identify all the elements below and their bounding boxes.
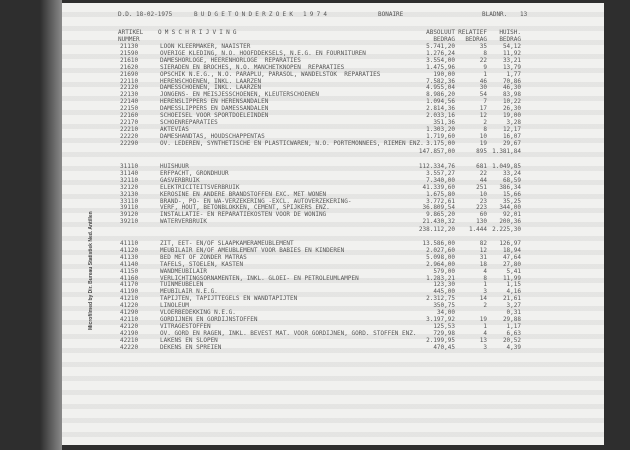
article-number: 22170 <box>120 118 139 126</box>
scan-edge <box>40 0 62 450</box>
household-amount: 33,21 <box>502 56 521 64</box>
col-absolute-header-2: BEDRAG <box>433 36 455 43</box>
relative-amount: 10 <box>479 132 487 140</box>
household-amount: 13,79 <box>502 63 521 71</box>
relative-amount: 251 <box>476 183 487 191</box>
article-number: 22130 <box>120 91 139 99</box>
island-name: BONAIRE <box>378 11 404 18</box>
household-amount: 0,31 <box>506 309 521 316</box>
total-relative: 895 <box>476 148 487 155</box>
article-description: DAMESSLIPPERS EN DAMESSANDALEN <box>160 105 269 113</box>
relative-amount: 44 <box>479 176 487 184</box>
article-description: MEUBILAIR EN/OF AMEUBLEMENT VOOR BABIES EN KINDEREN <box>160 246 345 254</box>
article-number: 41150 <box>120 267 139 275</box>
print-date: D.D. 18-02-1975 <box>118 11 173 18</box>
article-description: DEKENS EN SPREIEN <box>160 343 222 351</box>
article-description: LOON KLEERMAKER, NAAISTER <box>160 43 251 50</box>
relative-amount: 2 <box>483 302 487 310</box>
household-amount: 4,39 <box>506 343 521 351</box>
relative-amount: 14 <box>479 295 487 303</box>
absolute-amount: 3.772,61 <box>426 197 455 205</box>
absolute-amount: 2.312,75 <box>426 295 455 303</box>
article-number: 41220 <box>120 302 139 310</box>
relative-amount: 8 <box>483 274 487 282</box>
household-amount: 1,17 <box>506 322 521 330</box>
absolute-amount: 112.334,76 <box>418 163 455 170</box>
article-number: 39110 <box>120 204 139 212</box>
absolute-amount: 1.303,20 <box>426 125 455 133</box>
absolute-amount: 123,30 <box>433 281 455 289</box>
article-description: TAFELS, STOELEN, KASTEN <box>160 260 244 268</box>
article-number: 22220 <box>120 132 139 140</box>
relative-amount: 130 <box>476 218 487 226</box>
article-number: 41130 <box>120 253 139 261</box>
absolute-amount: 3.557,27 <box>426 169 455 177</box>
relative-amount: 8 <box>483 125 487 133</box>
article-number: 42210 <box>120 336 139 344</box>
relative-amount: 30 <box>479 84 487 92</box>
relative-amount: 223 <box>476 204 487 212</box>
relative-amount: 7 <box>483 98 487 106</box>
article-description: HERENSLIPPERS EN HERENSANDALEN <box>160 98 269 106</box>
article-number: 41290 <box>120 309 139 316</box>
relative-amount: 2 <box>483 118 487 126</box>
article-number: 33110 <box>120 197 139 205</box>
article-description: VITRAGESTOFFEN <box>160 322 211 330</box>
article-description: LAKENS EN SLOPEN <box>160 336 218 344</box>
article-description: ZIT, EET- EN/OF SLAAPKAMERAMEUBLEMENT <box>160 240 294 247</box>
article-number: 22160 <box>120 112 139 119</box>
absolute-amount: 4.955,04 <box>426 84 455 92</box>
household-amount: 47,64 <box>502 253 521 261</box>
article-description: OVERIGE KLEDING, N.O. HOOFDDEKSELS, N.E.G. EN FOURNITUREN <box>160 49 366 57</box>
household-amount: 11,99 <box>502 274 521 282</box>
household-amount: 92,01 <box>502 211 521 219</box>
article-description: HERENSCHOENEN, INKL. LAARZEN <box>160 77 262 85</box>
household-amount: 126,97 <box>499 240 521 247</box>
absolute-amount: 34,00 <box>436 309 455 316</box>
relative-amount: 13 <box>479 336 487 344</box>
absolute-amount: 1.276,24 <box>426 49 455 57</box>
absolute-amount: 1.283,21 <box>426 274 455 282</box>
household-amount: 12,17 <box>502 125 521 133</box>
article-number: 21620 <box>120 63 139 71</box>
article-number: 41110 <box>120 240 139 247</box>
table-row <box>62 218 604 225</box>
printout-page <box>62 3 604 445</box>
page-number: 13 <box>520 11 528 18</box>
article-description: MEUBILAIR N.E.G. <box>160 288 218 296</box>
relative-amount: 60 <box>479 211 487 219</box>
article-number: 31140 <box>120 169 139 177</box>
article-number: 21610 <box>120 56 139 64</box>
col-household-header-2: BEDRAG <box>499 36 521 43</box>
article-description: TAPIJTEN, TAPIJTTEGELS EN WANDTAPIJTEN <box>160 295 298 303</box>
total-household: 1.381,84 <box>492 148 521 155</box>
group-total-row <box>62 226 604 233</box>
total-relative: 1.444 <box>468 226 487 233</box>
absolute-amount: 3.197,92 <box>426 315 455 323</box>
report-title: BUDGETONDERZOEK 1974 <box>194 11 331 18</box>
household-amount: 21,61 <box>502 295 521 303</box>
table-row <box>62 344 604 351</box>
household-amount: 29,88 <box>502 315 521 323</box>
article-description: GASVERBRUIK <box>160 176 200 184</box>
absolute-amount: 729,98 <box>433 329 455 337</box>
article-number: 41140 <box>120 260 139 268</box>
microfilm-stamp: Microfilmed by Dir. Bureau Statistiek Ned. Antillen <box>88 211 94 330</box>
household-amount: 33,24 <box>502 169 521 177</box>
article-number: 39210 <box>120 218 139 226</box>
household-amount: 386,34 <box>499 183 521 191</box>
article-number: 41190 <box>120 288 139 296</box>
relative-amount: 4 <box>483 329 487 337</box>
article-description: ERFPACHT, GRONDHUUR <box>160 169 229 177</box>
article-description: VERF, HOUT, BETONBLOKKEN, CEMENT, SPIJKERS ENZ. <box>160 204 330 212</box>
household-amount: 5,41 <box>506 267 521 275</box>
household-amount: 19,00 <box>502 112 521 119</box>
relative-amount: 3 <box>483 288 487 296</box>
relative-amount: 18 <box>479 260 487 268</box>
household-amount: 83,98 <box>502 91 521 99</box>
absolute-amount: 41.339,60 <box>422 183 455 191</box>
household-amount: 1.049,85 <box>492 163 521 170</box>
col-article-header: ARTIKEL <box>118 29 144 36</box>
article-description: BED MET OF ZONDER MATRAS <box>160 253 247 261</box>
household-amount: 18,94 <box>502 246 521 254</box>
article-description: ELEKTRICITEITSVERBRUIK <box>160 183 240 191</box>
article-number: 22290 <box>120 139 139 147</box>
article-description: BRAND-, PO- EN WA-VERZEKERING -EXCL. AUTOVERZEKERING- <box>160 197 352 205</box>
article-description: VERLICHTINGSORNAMENTEN, INKL. GLOEI- EN PETROLEUMLAMPEN <box>160 274 359 282</box>
col-absolute-header: ABSOLUUT <box>426 29 455 36</box>
relative-amount: 22 <box>479 169 487 177</box>
absolute-amount: 13.586,00 <box>422 240 455 247</box>
absolute-amount: 3.175,00 <box>426 139 455 147</box>
article-number: 22140 <box>120 98 139 106</box>
relative-amount: 1 <box>483 281 487 289</box>
absolute-amount: 579,00 <box>433 267 455 275</box>
relative-amount: 22 <box>479 56 487 64</box>
relative-amount: 23 <box>479 197 487 205</box>
article-number: 31110 <box>120 163 139 170</box>
group-total-row <box>62 148 604 155</box>
household-amount: 11,92 <box>502 49 521 57</box>
relative-amount: 1 <box>483 322 487 330</box>
article-description: AKTEVIAS <box>160 125 189 133</box>
household-amount: 26,30 <box>502 105 521 113</box>
col-relative-header: RELATIEF <box>458 29 487 36</box>
household-amount: 1,77 <box>506 70 521 78</box>
absolute-amount: 2.814,36 <box>426 105 455 113</box>
absolute-amount: 5.741,20 <box>426 43 455 50</box>
absolute-amount: 2.027,60 <box>426 246 455 254</box>
absolute-amount: 7.582,36 <box>426 77 455 85</box>
relative-amount: 8 <box>483 49 487 57</box>
article-description: VLOERBEDEKKING N.E.G. <box>160 309 236 316</box>
article-number: 41170 <box>120 281 139 289</box>
article-description: KEROSINE EN ANDERE BRANDSTOFFEN EXC. MET WONEN <box>160 190 327 198</box>
absolute-amount: 1.719,60 <box>426 132 455 140</box>
absolute-amount: 1.675,80 <box>426 190 455 198</box>
article-description: SIERADEN EN BROCHES, N.O. MANCHETKNOPEN REPARATIES <box>160 63 345 71</box>
article-number: 22210 <box>120 125 139 133</box>
absolute-amount: 190,00 <box>433 70 455 78</box>
absolute-amount: 8.986,20 <box>426 91 455 99</box>
article-description: DAMESHANDTAS, HOUDSCHAPPENTAS <box>160 132 265 140</box>
table-row <box>62 140 604 147</box>
article-description: HUISHUUR <box>160 163 189 170</box>
household-amount: 3,27 <box>506 302 521 310</box>
absolute-amount: 9.865,20 <box>426 211 455 219</box>
article-description: WATERVERBRUIK <box>160 218 207 226</box>
relative-amount: 82 <box>479 240 487 247</box>
col-description-header: OMSCHRIJVING <box>158 29 240 36</box>
total-household: 2.225,30 <box>492 226 521 233</box>
absolute-amount: 2.964,00 <box>426 260 455 268</box>
household-amount: 344,00 <box>499 204 521 212</box>
relative-amount: 10 <box>479 190 487 198</box>
absolute-amount: 2.033,16 <box>426 112 455 119</box>
article-number: 21130 <box>120 43 139 50</box>
article-number: 32130 <box>120 190 139 198</box>
household-amount: 16,07 <box>502 132 521 140</box>
household-amount: 15,66 <box>502 190 521 198</box>
relative-amount: 3 <box>483 343 487 351</box>
household-amount: 1,15 <box>506 281 521 289</box>
absolute-amount: 7.340,00 <box>426 176 455 184</box>
relative-amount: 19 <box>479 315 487 323</box>
absolute-amount: 470,45 <box>433 343 455 351</box>
article-number: 42190 <box>120 329 139 337</box>
relative-amount: 4 <box>483 267 487 275</box>
household-amount: 68,59 <box>502 176 521 184</box>
absolute-amount: 21.430,32 <box>422 218 455 226</box>
relative-amount: 46 <box>479 77 487 85</box>
relative-amount: 17 <box>479 105 487 113</box>
household-amount: 20,52 <box>502 336 521 344</box>
col-household-header: HUISH. <box>499 29 521 36</box>
relative-amount: 12 <box>479 112 487 119</box>
household-amount: 10,22 <box>502 98 521 106</box>
article-number: 39120 <box>120 211 139 219</box>
page-label: BLADNR. <box>482 11 508 18</box>
article-description: TUINMEUBELEN <box>160 281 204 289</box>
absolute-amount: 350,75 <box>433 302 455 310</box>
absolute-amount: 1.475,96 <box>426 63 455 71</box>
total-absolute: 238.112,20 <box>418 226 455 233</box>
article-description: OV. GORD EN RAGEN, INKL. BEVEST MAT. VOOR GORDIJNEN, GORD. STOFFEN ENZ. <box>160 329 417 337</box>
article-description: GORDIJNEN EN GORDIJNSTOFFEN <box>160 315 258 323</box>
household-amount: 3,28 <box>506 118 521 126</box>
article-description: DAMESHORLOGE, HEERENHORLOGE REPARATIES <box>160 56 301 64</box>
relative-amount: 54 <box>479 91 487 99</box>
household-amount: 54,12 <box>502 43 521 50</box>
relative-amount: 35 <box>479 43 487 50</box>
article-number: 32110 <box>120 176 139 184</box>
article-number: 42220 <box>120 343 139 351</box>
absolute-amount: 351,36 <box>433 118 455 126</box>
article-description: WANDMEUBILAIR <box>160 267 207 275</box>
total-absolute: 147.857,00 <box>418 148 455 155</box>
household-amount: 27,80 <box>502 260 521 268</box>
article-description: OV. LEDEREN, SYNTHETISCHE EN PLASTICWAREN, N.O. PORTEMONNEES, RIEMEN ENZ. <box>160 139 424 147</box>
absolute-amount: 36.809,54 <box>422 204 455 212</box>
absolute-amount: 125,53 <box>433 322 455 330</box>
article-number: 41120 <box>120 246 139 254</box>
col-relative-header-2: BEDRAG <box>465 36 487 43</box>
article-number: 22150 <box>120 105 139 113</box>
household-amount: 4,16 <box>506 288 521 296</box>
relative-amount: 1 <box>483 70 487 78</box>
article-description: SCHOEISEL VOOR SPORTDOELEINDEN <box>160 112 269 119</box>
col-article-header-2: NUMMER <box>118 36 140 43</box>
absolute-amount: 5.098,00 <box>426 253 455 261</box>
relative-amount: 31 <box>479 253 487 261</box>
article-description: SCHOENREPARATIES <box>160 118 218 126</box>
absolute-amount: 3.554,00 <box>426 56 455 64</box>
article-number: 22120 <box>120 84 139 92</box>
household-amount: 200,36 <box>499 218 521 226</box>
article-description: JONGENS- EN MEISJESSCHOENEN, KLEUTERSCHOENEN <box>160 91 319 99</box>
relative-amount: 681 <box>476 163 487 170</box>
absolute-amount: 1.094,56 <box>426 98 455 106</box>
relative-amount: 12 <box>479 246 487 254</box>
article-description: DAMESSCHOENEN, INKL. LAARZEN <box>160 84 262 92</box>
article-number: 42120 <box>120 322 139 330</box>
household-amount: 35,25 <box>502 197 521 205</box>
household-amount: 70,86 <box>502 77 521 85</box>
relative-amount: 9 <box>483 63 487 71</box>
article-description: INSTALLATIE- EN REPARATIEKOSTEN VOOR DE WONING <box>160 211 327 219</box>
absolute-amount: 445,00 <box>433 288 455 296</box>
article-number: 22110 <box>120 77 139 85</box>
article-number: 21590 <box>120 49 139 57</box>
article-description: OPSCHIK N.E.G., N.O. PARAPLU, PARASOL, WANDELSTOK REPARATIES <box>160 70 381 78</box>
absolute-amount: 2.199,95 <box>426 336 455 344</box>
household-amount: 6,63 <box>506 329 521 337</box>
article-number: 21690 <box>120 70 139 78</box>
household-amount: 29,67 <box>502 139 521 147</box>
relative-amount: 19 <box>479 139 487 147</box>
article-number: 41210 <box>120 295 139 303</box>
article-number: 41160 <box>120 274 139 282</box>
household-amount: 46,30 <box>502 84 521 92</box>
article-description: LINOLEUM <box>160 302 189 310</box>
article-number: 32120 <box>120 183 139 191</box>
article-number: 42110 <box>120 315 139 323</box>
